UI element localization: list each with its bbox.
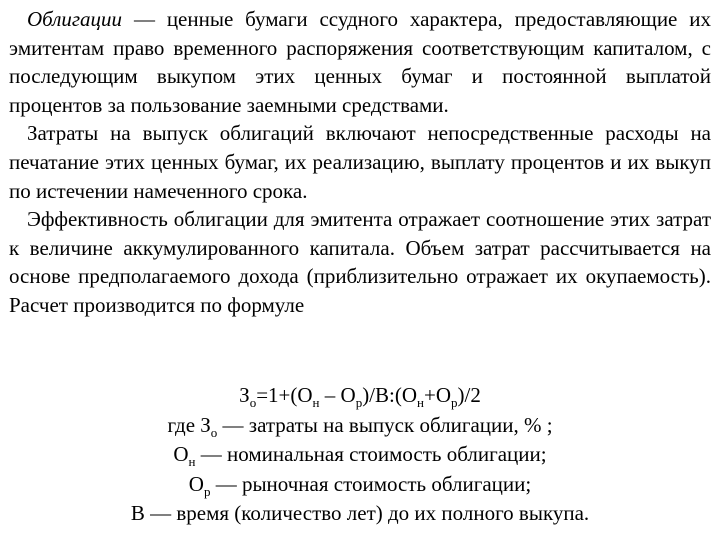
legend-line-time: [0, 499, 720, 529]
paragraph-efficiency: [9, 205, 711, 319]
legend-subscript: н: [188, 454, 196, 470]
formula-subscript: н: [312, 395, 320, 410]
paragraph-definition: [9, 5, 711, 119]
legend-line-costs: [0, 411, 720, 441]
efficiency-text: Эффективность облигации для эмитента отражает соотношение этих затрат к величине аккумулированного капитала. Объем затрат рассчитывается на основе предполагаемого дохода (приблизительно отражает их окупаемость). Расчет производится по формуле: [9, 207, 711, 317]
legend-symbol: О: [188, 471, 204, 496]
legend-description: В — время (количество лет) до их полного выкупа.: [130, 501, 590, 526]
formula-part: )/2: [457, 383, 481, 407]
legend-symbol: О: [173, 442, 189, 467]
costs-text: Затраты на выпуск облигаций включают непосредственные расходы на печатание этих ценных бумаг, их реализацию, выплату процентов и их выкуп по истечении намеченного срока.: [9, 121, 711, 203]
formula-part: =1+(О: [256, 383, 313, 407]
legend-description: — затраты на выпуск облигации, % ;: [217, 412, 553, 437]
paragraph-costs: [9, 119, 711, 205]
formula-section: [0, 381, 720, 529]
formula-subscript: н: [417, 395, 424, 410]
formula-part: )/В:(О: [362, 383, 418, 407]
definition-text: — ценные бумаги ссудного характера, предоставляющие их эмитентам право временного распоряжения соответствующим капиталом, с последующим выкупом этих ценных бумаг и постоянной выплатой процентов за пользование заемными средствами.: [9, 7, 711, 117]
formula-part: +О: [423, 383, 451, 407]
legend-description: — рыночная стоимость облигации;: [210, 471, 532, 496]
formula-part: З: [239, 383, 250, 407]
defined-term: Облигации: [27, 7, 123, 31]
formula-part: – О: [319, 383, 356, 407]
legend-subscript: о: [210, 424, 218, 440]
formula-subscript: о: [249, 395, 257, 410]
formula-subscript: р: [451, 395, 458, 410]
legend-symbol: где З: [167, 412, 211, 437]
formula-subscript: р: [355, 395, 363, 410]
body-text: [9, 5, 711, 320]
legend-subscript: р: [203, 483, 211, 499]
legend-line-nominal: [0, 440, 720, 470]
legend-line-market: [0, 470, 720, 500]
formula: [0, 381, 720, 411]
legend-description: — номинальная стоимость облигации;: [195, 442, 547, 467]
